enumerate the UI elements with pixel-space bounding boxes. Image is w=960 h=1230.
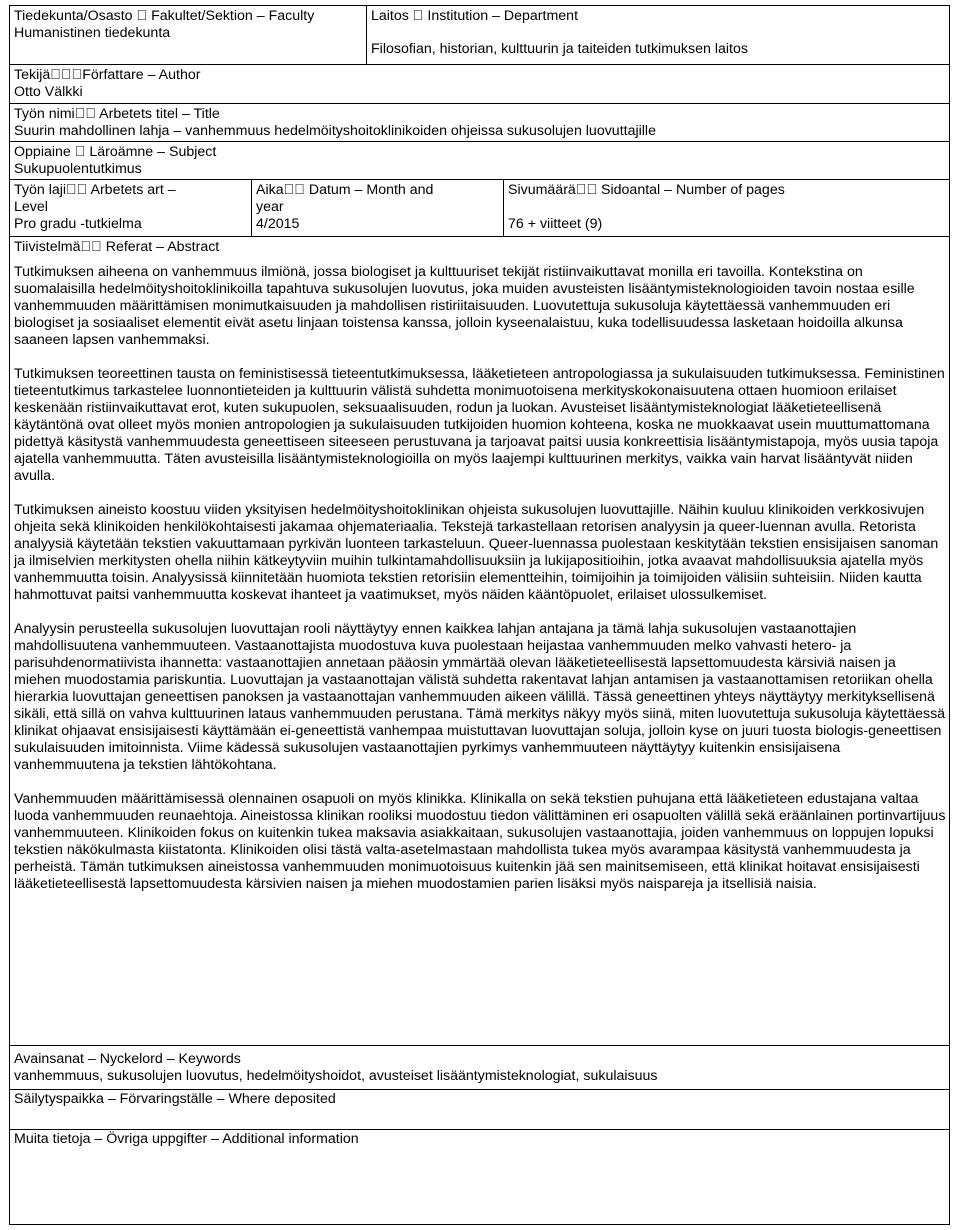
abstract-paragraph: Tutkimuksen teoreettinen tausta on feministisessä tieteentutkimuksessa, lääketieteen antropologiassa ja sukulaisuuden tutkimuksessa. Feministinen tieteentutkimus tarkastelee luonnontieteiden ja kulttuurin välistä suhdetta monimuotoisena merkityskokonaisuutena ottaen huomioon erilaiset keskenään ristiinvaikuttavat erot, kuten sukupuolen, seksuaalisuuden, rodun ja luokan. Avusteiset lisääntymisteknologiat lääketieteellisenä käytäntönä ovat olleet myös monien antropologien ja sukulaisuuden tutkijoiden huomion kohteena, koska ne muokkaavat usein muuttumattomana pidettyä käsitystä vanhemmuudesta geneettiseen siteeseen perustuvana ja tarjoavat paitsi uusia konkreettisia lisääntymistapoja, myös uusia tapoja ajatella vanhemmuutta. Täten avusteisilla lisääntymisteknologioilla on myös laajempi kulttuurinen merkitys, vaikka vain harvat lisääntyvät niiden avulla. [14,366,945,484]
abstract-cell [10,236,949,1045]
additional-cell [10,1129,949,1224]
abstract-paragraph: Analyysin perusteella sukusolujen luovuttajan rooli näyttäytyy ennen kaikkea lahjan antajana ja tämä lahja sukusolujen vastaanottajien mahdollisuutena vanhemmuuteen. Vastaanottajista muodostuva kuva puolestaan heijastaa vanhemmuuden melko vahvasti hetero- ja parisuhdenormatiivista ihannetta: vastaanottajien annetaan pääosin ymmärtää olevan lääketieteellisestä lapsettomuudesta kärsiviä naisen ja miehen muodostamia pariskuntia. Luovuttajan ja vastaanottajan välistä suhdetta rakentavat lahjan antamisen ja vastaanottamisen retoriikan ohella hierarkia luovuttajan geneettisen panoksen ja vastaanottajan vanhemmuuden aikeen välillä. Tässä geneettinen yhteys näyttäytyy merkityksellisenä sikäli, että sillä on vahva kulttuurinen lataus vanhemmuuden perustana. Tämä merkitys näkyy myös siinä, miten luovutettuja sukusoluja käytettäessä klinikat ohjaavat ensisijaisesti käyttämään ei-geneettistä vanhempaa muistuttavan luovuttajan soluja, jolloin kyse on juuri tuosta biologis-geneettisen sukulaisuuden imitoinnista. Viime kädessä sukusolujen vastaanottajien pyrkimys vanhemmuuteen näyttäytyy kuitenkin ensisijaisena vanhemmuutena ja tekstien lähtökohtana. [14,621,946,773]
abstract-paragraph: Vanhemmuuden määrittämisessä olennainen osapuoli on myös klinikka. Klinikalla on sekä tekstien puhujana että lääketieteen edustajana valtaa luoda vanhemmuuden reunaehtoja. Aineistossa klinikan rooliksi muodostuu tiedon välittäminen eri osapuolten välillä sekä eräänlainen portinvartijuus vanhemmuuteen. Klinikoiden fokus on kuitenkin tukea maksavia asiakkaitaan, sukusolujen vastaanottajia, joiden vanhemmuus on loppujen lopuksi tekstien näkökulmasta kiistatonta. Klinikoiden olisi tästä valta-asetelmastaan mahdollista tukea myös avarampaa käsitystä vanhemmuudesta ja perheistä. Tämän tutkimuksen aineistossa vanhemmuuden monimuotoisuus kuitenkin jää sen mainitsemiseen, että klinikat hoitavat ensisijaisesti lääketieteellisestä lapsettomuudesta kärsivien naisen ja miehen muodostamien parien lisäksi myös naispareja ja itsellisiä naisia. [14,791,946,892]
deposited-cell [10,1089,949,1129]
faculty-label: Tiedekunta/Osasto   Fakultet/Sektion – Faculty [14,8,315,24]
title-value: Suurin mahdollinen lahja – vanhemmuus hedelmöityshoitoklinikoiden ohjeissa sukusolujen luovuttajille [14,123,656,139]
date-label-line1: Aika   Datum – Month and [256,182,434,198]
abstract-paragraph: Tutkimuksen aineisto koostuu viiden yksityisen hedelmöityshoitoklinikan ohjeista sukusolujen luovuttajille. Näihin kuuluu klinikoiden verkkosivujen ohjeita sekä klinikoiden henkilökohtaisesti jakamaa ohjemateriaalia. Tekstejä tarkastellaan retorisen analyysin ja queer-luennan avulla. Retorista analyysiä käytetään tekstien vakuuttamaan pyrkivän luonteen tarkasteluun. Queer-luennassa puolestaan keskitytään tekstien ensisijaisen sanoman ja ilmiselvien merkitysten ohella niihin kätkeytyviin muihin tulkintamahdollisuuksiin ja lukijapositioihin, jotka avaavat mahdollisuuksia ajatella myös vanhemmuutta toisin. Analyysissä kiinnitetään huomiota tekstien retorisiin elementteihin, toimijoihin ja toimijoiden välisiin suhteisiin. Niiden kautta hahmottuvat paitsi vanhemmuutta koskevat ihanteet ja vaatimukset, myös näiden kääntöpuolet, erilaiset ulossulkemiset. [14,502,939,603]
pages-value: 76 + viitteet (9) [508,216,603,232]
level-label-line2: Level [14,199,48,215]
abstract-label: Tiivistelmä   Referat – Abstract [14,239,220,255]
department-cell [366,6,949,64]
author-label: Tekijä   Författare – Author [14,67,201,83]
department-value: Filosofian, historian, kulttuurin ja taiteiden tutkimuksen laitos [371,41,748,57]
level-label-line1: Työn laji   Arbetets art – [14,182,176,198]
pages-label: Sivumäärä   Sidoantal – Number of pages [508,182,785,198]
keywords-label: Avainsanat – Nyckelord – Keywords [14,1051,241,1067]
date-cell [251,179,503,236]
date-label-line2: year [256,199,284,215]
title-label: Työn nimi   Arbetets titel – Title [14,106,220,122]
faculty-value: Humanistinen tiedekunta [14,25,171,41]
abstract-paragraph: Tutkimuksen aiheena on vanhemmuus ilmiönä, jossa biologiset ja kulttuuriset tekijät ristiinvaikuttavat monilla eri tavoilla. Kontekstina on suomalaisilla hedelmöityshoitoklinikoilla tapahtuva sukusolujen luovutus, joka muiden avusteisten lisääntymisteknologioiden tavoin nostaa esille vanhemmuuden määrittämisen monimutkaisuuden ja mahdollisen ristiriitaisuuden. Luovutettuja sukusoluja käytettäessä vanhemmuuden eri biologiset ja sosiaaliset elementit eivät asetu linjaan toistensa kanssa, jolloin kyseenalaistuu, kuka todellisuudessa lasketaan hoidoilla alkunsa saaneen lapsen vanhemmaksi. [14,264,915,348]
subject-value: Sukupuolentutkimus [14,161,142,177]
pages-cell [503,179,949,236]
date-value: 4/2015 [256,216,300,232]
deposited-label: Säilytyspaikka – Förvaringställe – Where deposited [14,1091,336,1107]
department-label: Laitos   Institution – Department [371,8,579,24]
title-cell [10,103,949,141]
author-value: Otto Välkki [14,84,83,100]
subject-label: Oppiaine   Läroämne – Subject [14,144,217,160]
level-value: Pro gradu -tutkielma [14,216,142,232]
keywords-value: vanhemmuus, sukusolujen luovutus, hedelmöityshoidot, avusteiset lisääntymisteknologiat, sukulaisuus [14,1068,658,1084]
author-cell [10,64,949,103]
faculty-cell [10,6,366,64]
abstract-body [14,264,946,893]
subject-cell [10,141,949,179]
level-cell [10,179,251,236]
additional-label: Muita tietoja – Övriga uppgifter – Additional information [14,1131,359,1147]
keywords-cell [10,1045,949,1089]
thesis-abstract-form [9,5,950,1225]
